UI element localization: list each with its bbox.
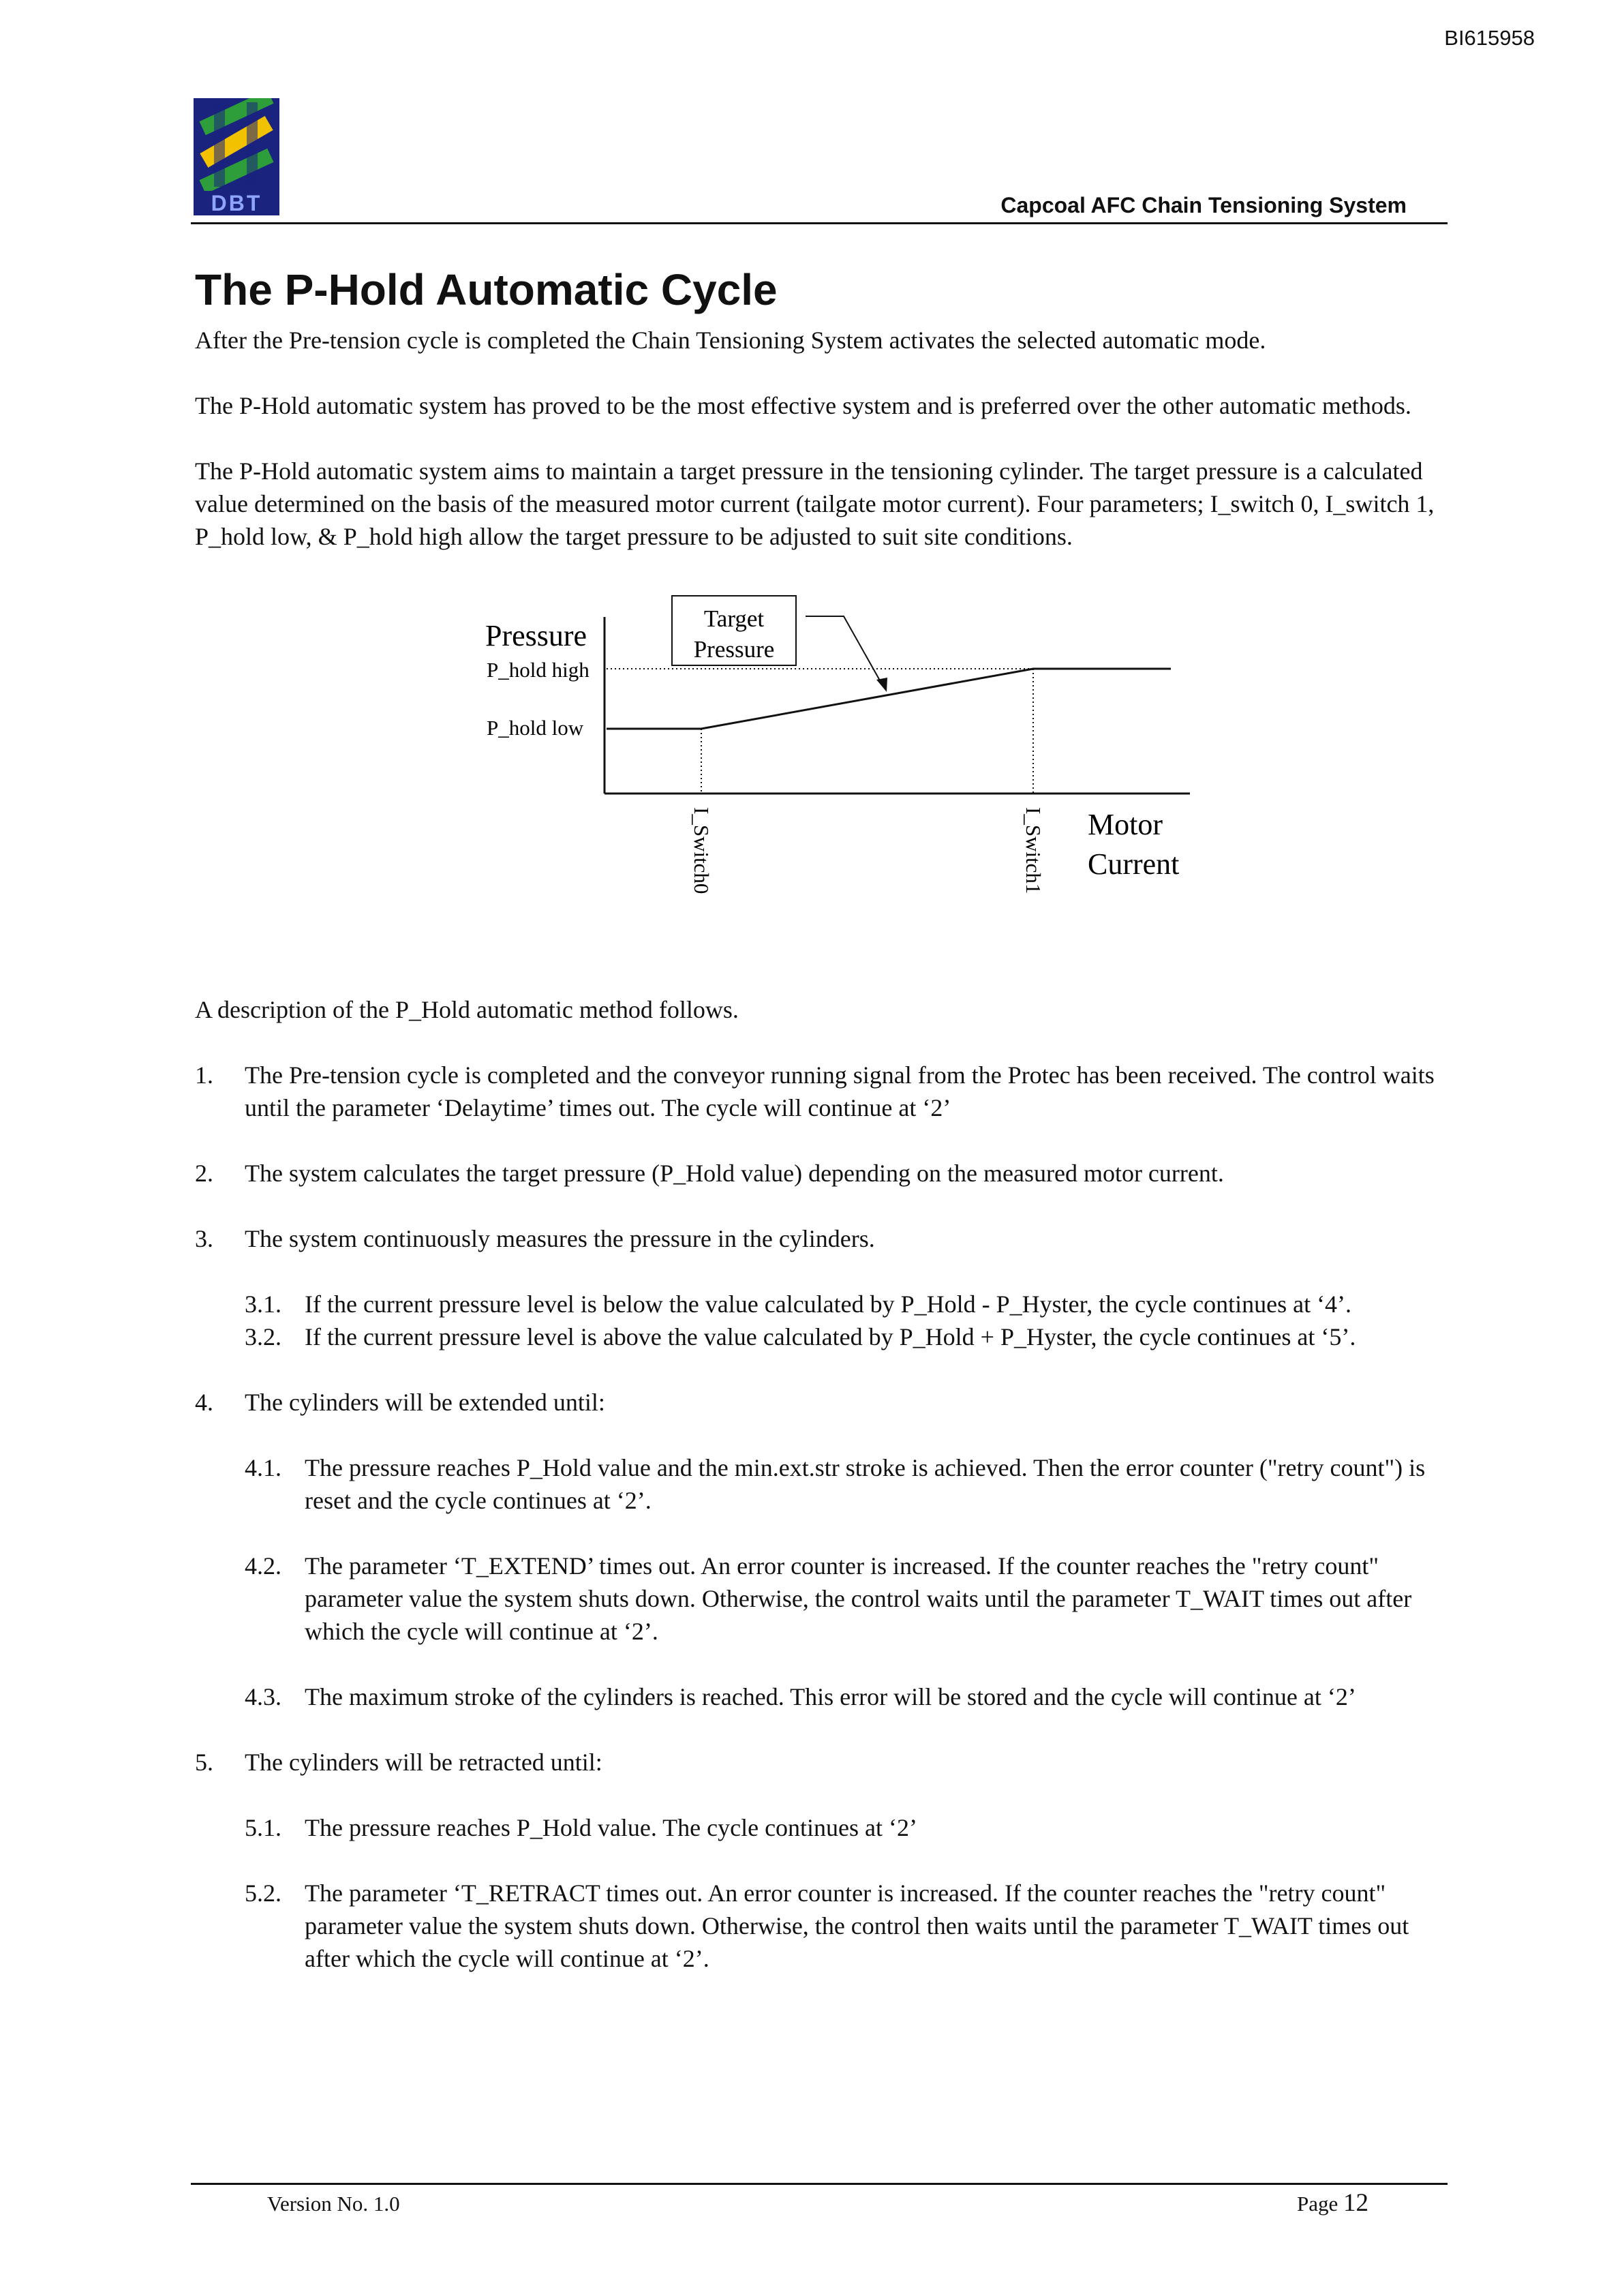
substep-item [245, 1680, 1453, 1713]
chart-xlabel: Current [1088, 847, 1180, 881]
step-text: The system calculates the target pressure (P_Hold value) depending on the measured motor current. [245, 1160, 1224, 1187]
substeps-list [245, 1451, 1453, 1713]
step-number: 4. [195, 1389, 213, 1416]
substep-number: 4.2. [245, 1552, 281, 1580]
description-lead: A description of the P_Hold automatic method follows. [195, 996, 739, 1023]
substep-text: The parameter ‘T_RETRACT times out. An error counter is increased. If the counter reaches the "retry count" parameter value the system shuts down. Otherwise, the control then waits until the parameter T_WAIT times out after which the cycle will continue at ‘2’. [305, 1879, 1409, 1972]
substep-text: If the current pressure level is above the value calculated by P_Hold + P_Hyster, the cycle continues at ‘5’. [305, 1323, 1356, 1350]
step-item [195, 1059, 1453, 1124]
substep-text: If the current pressure level is below the value calculated by P_Hold - P_Hyster, the cycle continues at ‘4’. [305, 1290, 1352, 1318]
page-label: Page [1296, 2192, 1338, 2216]
substep-text: The maximum stroke of the cylinders is reached. This error will be stored and the cycle will continue at ‘2’ [305, 1683, 1356, 1710]
callout-text: Pressure [693, 636, 775, 663]
steps-list [195, 1059, 1453, 1975]
substep-number: 4.3. [245, 1683, 281, 1710]
logo-text: DBT [194, 191, 279, 215]
p-hold-diagram [195, 577, 1453, 959]
substeps-list [245, 1288, 1453, 1353]
step-item [195, 1157, 1453, 1190]
step-text: The Pre-tension cycle is completed and the conveyor running signal from the Protec has been received. The control waits until the parameter ‘Delaytime’ times out. The cycle will continue at ‘2’ [245, 1061, 1435, 1121]
substep-number: 5.2. [245, 1879, 281, 1907]
step-text: The cylinders will be retracted until: [245, 1749, 602, 1776]
footer-version: Version No. 1.0 [267, 2192, 400, 2216]
callout-text: Target [703, 605, 765, 632]
header-title: Capcoal AFC Chain Tensioning System [1000, 193, 1407, 217]
substep-number: 3.1. [245, 1290, 281, 1318]
target-pressure-line [607, 669, 1171, 729]
substep-item [245, 1811, 1453, 1844]
y-tick-label: P_hold low [487, 716, 584, 740]
intro-paragraph: The P-Hold automatic system has proved to be the most effective system and is preferred over the other automatic methods. [195, 392, 1411, 419]
substeps-list [245, 1811, 1453, 1975]
dbt-logo [194, 98, 279, 215]
header-rule [191, 222, 1448, 224]
footer-rule [191, 2183, 1448, 2185]
intro-paragraph: After the Pre-tension cycle is completed the Chain Tensioning System activates the selected automatic mode. [195, 327, 1266, 354]
x-tick-label: I_Switch1 [1022, 807, 1045, 894]
x-tick-label: I_Switch0 [690, 807, 714, 894]
intro-paragraph: The P-Hold automatic system aims to maintain a target pressure in the tensioning cylinder. The target pressure is a calculated value determined on the basis of the measured motor current (tailgate motor current). Four parameters; I_switch 0, I_switch 1, P_hold low, & P_hold high allow the target pressure to be adjusted to suit site conditions. [195, 457, 1435, 550]
substep-item [245, 1877, 1453, 1975]
page-title: The P-Hold Automatic Cycle [195, 265, 778, 314]
chart-ylabel: Pressure [485, 619, 587, 652]
document-id: BI615958 [1444, 26, 1535, 50]
step-number: 1. [195, 1061, 213, 1089]
substep-text: The parameter ‘T_EXTEND’ times out. An error counter is increased. If the counter reaches the "retry count" parameter value the system shuts down. Otherwise, the control waits until the parameter T_WAIT times out after which the cycle will continue at ‘2’. [305, 1552, 1412, 1645]
step-number: 3. [195, 1225, 213, 1252]
footer-page [1297, 2188, 1368, 2218]
step-text: The system continuously measures the pressure in the cylinders. [245, 1225, 875, 1252]
substep-number: 3.2. [245, 1323, 281, 1350]
step-item [195, 1746, 1453, 1975]
page-number: 12 [1343, 2189, 1368, 2217]
substep-item [245, 1320, 1453, 1353]
p-hold-chart [195, 577, 1453, 959]
step-text: The cylinders will be extended until: [245, 1389, 605, 1416]
step-item [195, 1222, 1453, 1353]
step-item [195, 1386, 1453, 1713]
step-number: 5. [195, 1749, 213, 1776]
main-content [195, 324, 1453, 2008]
substep-text: The pressure reaches P_Hold value and the min.ext.str stroke is achieved. Then the error counter ("retry count") is reset and the cycle continues at ‘2’. [305, 1454, 1426, 1514]
substep-text: The pressure reaches P_Hold value. The cycle continues at ‘2’ [305, 1814, 917, 1841]
step-number: 2. [195, 1160, 213, 1187]
arrow-head-icon [876, 678, 887, 692]
chart-xlabel: Motor [1088, 808, 1163, 841]
logo-graphic-icon [194, 98, 279, 191]
substep-item [245, 1451, 1453, 1517]
substep-item [245, 1550, 1453, 1648]
callout-leader [806, 616, 883, 686]
substep-number: 5.1. [245, 1814, 281, 1841]
substep-item [245, 1288, 1453, 1320]
substep-number: 4.1. [245, 1454, 281, 1481]
y-tick-label: P_hold high [487, 658, 590, 682]
